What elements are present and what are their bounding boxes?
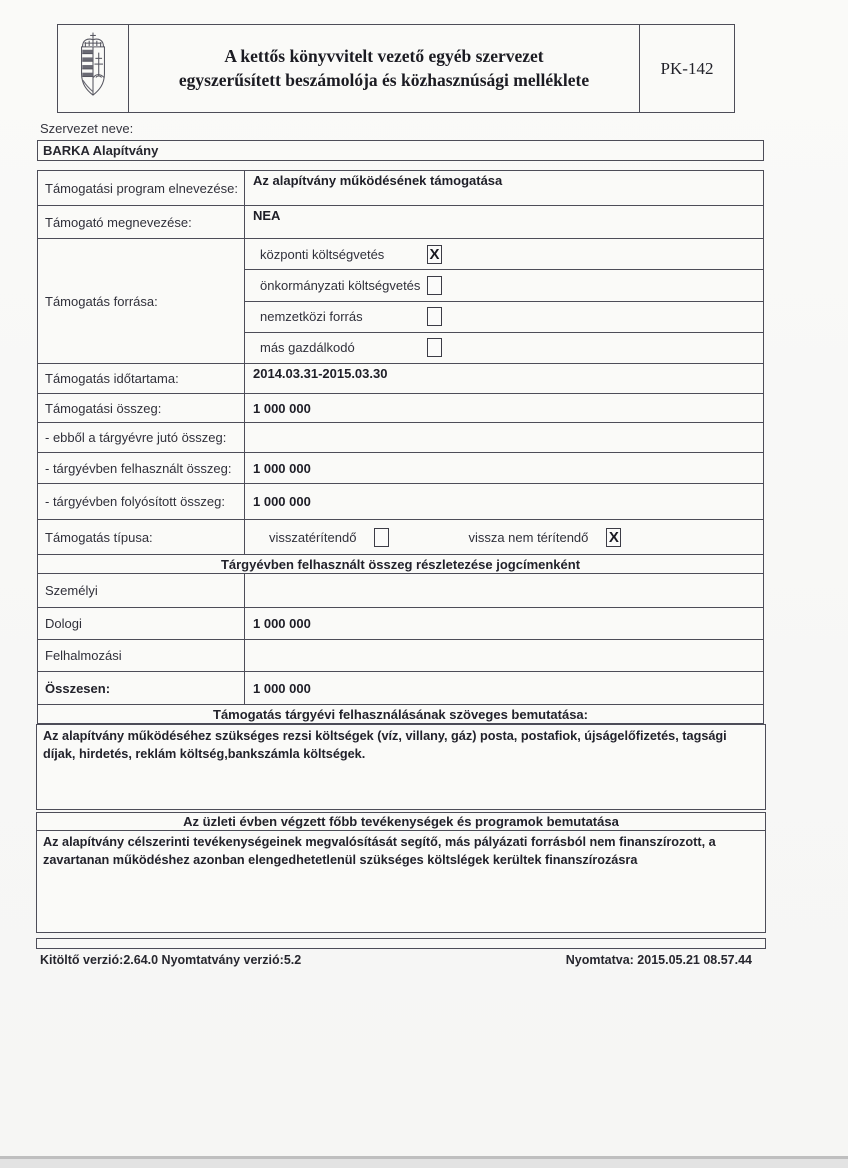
duration-label: Támogatás időtartama: bbox=[38, 364, 245, 393]
donor-value: NEA bbox=[253, 208, 281, 223]
checkbox-repayable bbox=[374, 528, 389, 547]
program-value: Az alapítvány működésének támogatása bbox=[253, 173, 503, 188]
usage-section-header: Támogatás tárgyévi felhasználásának szöveges bemutatása: bbox=[38, 704, 763, 723]
source-option-international-label: nemzetközi forrás bbox=[260, 309, 363, 325]
checkbox-central-budget: X bbox=[427, 245, 442, 264]
source-option-central-label: központi költségvetés bbox=[260, 246, 385, 262]
table-row-program bbox=[38, 171, 763, 205]
form-header bbox=[57, 24, 735, 113]
paid-value: 1 000 000 bbox=[253, 494, 311, 509]
table-row-amount bbox=[38, 393, 763, 422]
table-row-type bbox=[38, 519, 763, 554]
usage-text: Az alapítvány működéséhez szükséges rezsi költségek (víz, villany, gáz) posta, postafiok, újságelőfizetés, tagsági díjak, hirdetés, reklám költség,bankszámla költségek. bbox=[36, 724, 766, 810]
material-value: 1 000 000 bbox=[253, 616, 311, 631]
table-row-personnel bbox=[38, 573, 763, 607]
personnel-value bbox=[245, 574, 763, 607]
total-value: 1 000 000 bbox=[253, 680, 311, 696]
table-row-material bbox=[38, 607, 763, 639]
paid-label: - tárgyévben folyósított összeg: bbox=[38, 484, 245, 519]
table-row-used bbox=[38, 452, 763, 483]
type-option-nonrepayable-label: vissza nem térítendő bbox=[468, 529, 589, 545]
source-options bbox=[245, 239, 763, 363]
footer-printed-timestamp: Nyomtatva: 2015.05.21 08.57.44 bbox=[565, 953, 752, 967]
support-table bbox=[37, 170, 764, 724]
scan-edge-shadow bbox=[0, 1159, 848, 1168]
amount-value: 1 000 000 bbox=[253, 400, 311, 416]
used-label: - tárgyévben felhasznált összeg: bbox=[38, 453, 245, 483]
material-label: Dologi bbox=[38, 608, 245, 639]
form-title-line2: egyszerűsített beszámolója és közhasznúsági melléklete bbox=[178, 69, 590, 90]
table-row-year-amount bbox=[38, 422, 763, 452]
organization-name-label: Szervezet neve: bbox=[40, 121, 134, 136]
checkbox-municipal-budget bbox=[427, 276, 442, 295]
source-option-municipal-label: önkormányzati költségvetés bbox=[260, 277, 421, 293]
source-option-municipal bbox=[245, 269, 763, 300]
source-option-international bbox=[245, 301, 763, 332]
form-footer bbox=[40, 953, 752, 967]
year-amount-value bbox=[245, 423, 763, 452]
source-option-central bbox=[245, 239, 763, 269]
table-row-paid bbox=[38, 483, 763, 519]
activities-section-header: Az üzleti évben végzett főbb tevékenységek és programok bemutatása bbox=[37, 813, 765, 831]
table-row-donor bbox=[38, 205, 763, 238]
program-label: Támogatási program elnevezése: bbox=[38, 171, 245, 205]
personnel-label: Személyi bbox=[38, 574, 245, 607]
breakdown-section-header: Tárgyévben felhasznált összeg részletezése jogcímenként bbox=[38, 554, 763, 573]
type-option-repayable-label: visszatérítendő bbox=[269, 529, 357, 545]
used-value: 1 000 000 bbox=[253, 460, 311, 476]
type-label: Támogatás típusa: bbox=[38, 520, 245, 554]
checkbox-international-source bbox=[427, 307, 442, 326]
table-row-accumulation bbox=[38, 639, 763, 671]
type-options bbox=[245, 520, 763, 554]
accumulation-label: Felhalmozási bbox=[38, 640, 245, 671]
form-code: PK-142 bbox=[639, 25, 734, 112]
form-title bbox=[129, 25, 639, 112]
table-row-duration bbox=[38, 363, 763, 393]
accumulation-value bbox=[245, 640, 763, 671]
source-label: Támogatás forrása: bbox=[38, 239, 245, 363]
table-row-total bbox=[38, 671, 763, 704]
year-amount-label: - ebből a tárgyévre jutó összeg: bbox=[38, 423, 245, 452]
organization-name-value: BARKA Alapítvány bbox=[37, 140, 764, 161]
source-option-other-label: más gazdálkodó bbox=[260, 340, 355, 356]
duration-value: 2014.03.31-2015.03.30 bbox=[253, 366, 388, 381]
form-bottom-bar bbox=[36, 938, 766, 949]
donor-label: Támogató megnevezése: bbox=[38, 206, 245, 238]
checkbox-other-entity bbox=[427, 338, 442, 357]
total-label: Összesen: bbox=[38, 672, 245, 704]
checkbox-nonrepayable: X bbox=[606, 528, 621, 547]
footer-version-info: Kitöltő verzió:2.64.0 Nyomtatvány verzió:5.2 bbox=[40, 953, 302, 967]
activities-section bbox=[36, 812, 766, 933]
activities-text: Az alapítvány célszerinti tevékenységeinek megvalósítását segítő, más pályázati forrásból nem finanszírozott, a zavartanan működéshez azonban elengedhetetlenül szükséges költslégek kerültek finanszírozásra bbox=[43, 835, 716, 868]
table-row-source bbox=[38, 238, 763, 363]
source-option-other bbox=[245, 332, 763, 363]
hungarian-coat-of-arms-icon bbox=[72, 31, 114, 106]
emblem-cell bbox=[58, 25, 129, 112]
amount-label: Támogatási összeg: bbox=[38, 394, 245, 422]
form-title-line1: A kettős könyvvitelt vezető egyéb szervezet bbox=[224, 46, 544, 67]
